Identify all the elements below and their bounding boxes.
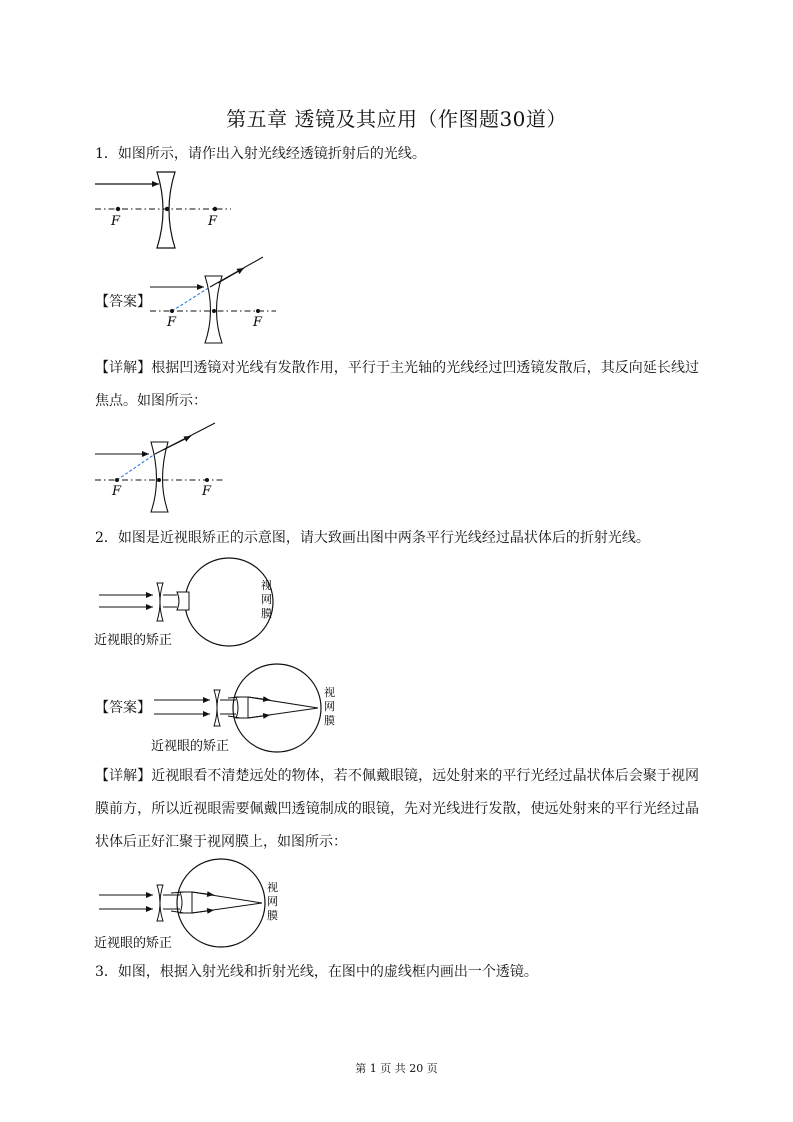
detail-1: 【详解】根据凹透镜对光线有发散作用，平行于主光轴的光线经过凹透镜发散后，其反向延长线过焦点。如图所示： xyxy=(95,360,699,409)
q1-detail-diagram xyxy=(93,420,228,515)
page-title: 第五章 透镜及其应用（作图题30道） xyxy=(226,107,567,131)
retina-char-1: 视 xyxy=(324,686,335,699)
q2-eye-diagram xyxy=(93,555,288,655)
q2-answer-diagram xyxy=(148,662,348,762)
retina-char-3: 膜 xyxy=(267,909,278,922)
focus-label-left: F xyxy=(112,484,122,499)
q1-answer-diagram xyxy=(148,253,278,345)
answer-label-1: 【答案】 xyxy=(95,294,151,310)
eye-caption: 近视眼的矫正 xyxy=(94,633,173,648)
q2-detail-diagram xyxy=(93,857,293,957)
retina-char-2: 网 xyxy=(324,700,335,713)
focus-label-left: F xyxy=(111,214,121,229)
answer-label-2: 【答案】 xyxy=(95,700,151,716)
detail-2: 【详解】近视眼看不清楚远处的物体，若不佩戴眼镜，远处射来的平行光经过晶状体后会聚于视网膜前方，所以近视眼需要佩戴凹透镜制成的眼镜，先对光线进行发散，使远处射来的平行光经过晶状体后正好汇聚于视网膜上，如图所示： xyxy=(95,768,699,850)
question-1-text: 1．如图所示，请作出入射光线经透镜折射后的光线。 xyxy=(95,146,426,162)
q1-lens-diagram xyxy=(93,168,238,253)
retina-char-1: 视 xyxy=(261,579,272,592)
retina-char-3: 膜 xyxy=(324,714,335,727)
eye-caption: 近视眼的矫正 xyxy=(94,936,173,951)
page-footer: 第 1 页 共 20 页 xyxy=(355,1062,438,1075)
focus-label-right: F xyxy=(208,214,218,229)
retina-char-2: 网 xyxy=(267,895,278,908)
retina-char-1: 视 xyxy=(267,881,278,894)
retina-char-2: 网 xyxy=(261,593,272,606)
question-3-text: 3．如图，根据入射光线和折射光线，在图中的虚线框内画出一个透镜。 xyxy=(95,964,538,980)
focus-label-right: F xyxy=(202,484,212,499)
question-2-text: 2．如图是近视眼矫正的示意图，请大致画出图中两条平行光线经过晶状体后的折射光线。 xyxy=(95,530,650,546)
eye-caption: 近视眼的矫正 xyxy=(151,739,230,754)
focus-label-left: F xyxy=(167,315,177,330)
retina-char-3: 膜 xyxy=(261,607,272,620)
focus-label-right: F xyxy=(253,315,263,330)
